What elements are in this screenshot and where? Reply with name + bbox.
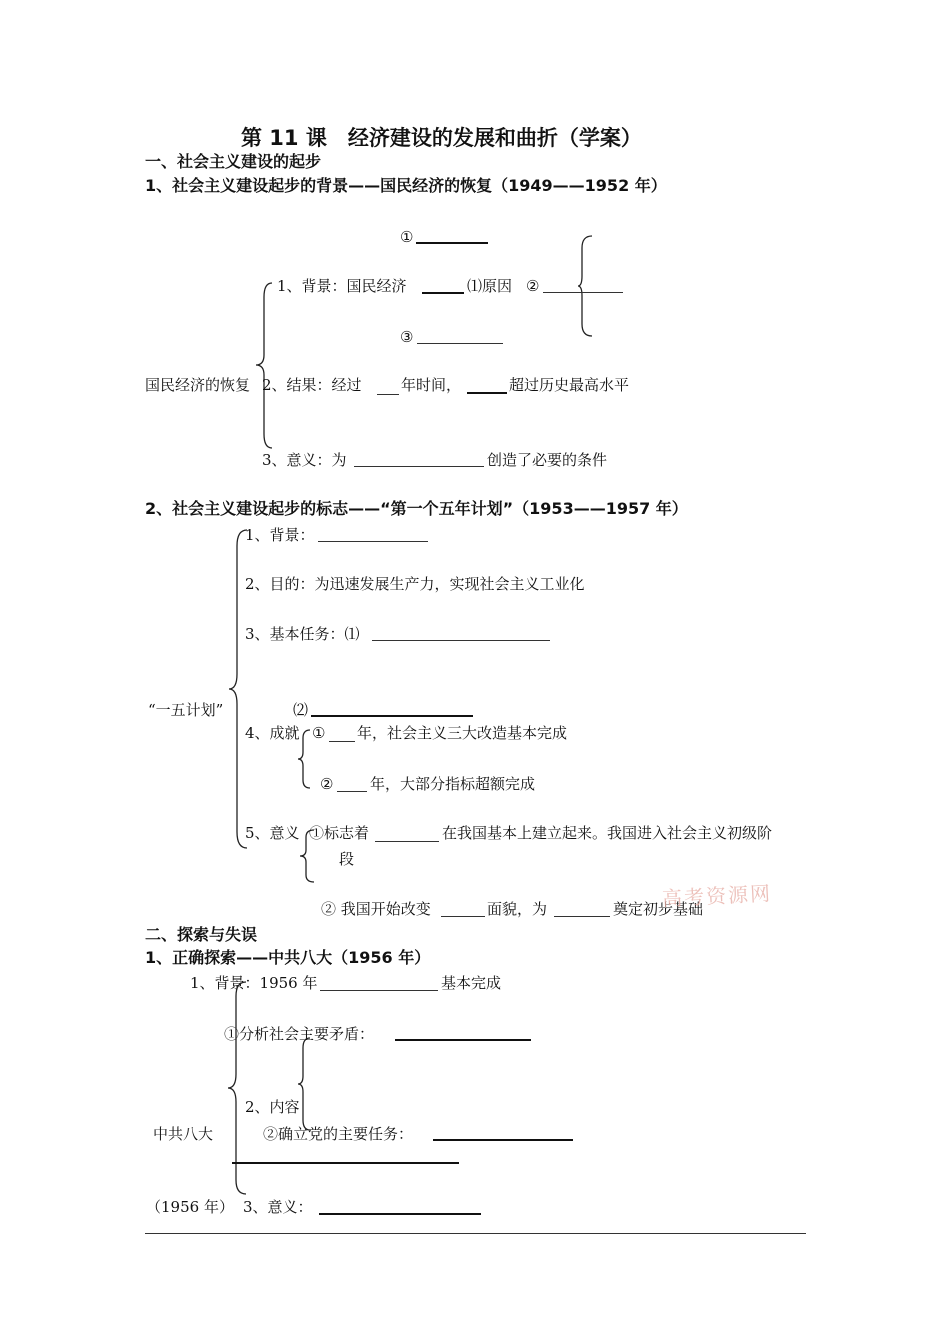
blank-sig-1 [375,841,439,842]
brace-reasons [578,236,594,336]
content-label: 2、内容 [245,1098,300,1116]
plan-purpose: 2、目的：为迅速发展生产力，实现社会主义工业化 [245,575,585,593]
blank-result-year [467,392,507,394]
blank-item-1 [416,242,488,244]
plan-significance-1-tail: 段 [339,850,355,868]
watermark-stamp: 高考资源网 [661,881,773,911]
plan-background-label: 1、背景： [245,526,315,544]
background-label: 1、背景：国民经济 [277,277,407,295]
item-3-marker: ③ [400,328,414,346]
subsection-heading-1-1: 1、社会主义建设起步的背景——国民经济的恢复（1949——1952 年） [145,176,667,195]
blank-significance [354,466,484,467]
congress-background-end: 基本完成 [441,974,502,992]
blank-plan-background [318,541,428,542]
section-heading-1: 一、社会主义建设的起步 [145,152,322,171]
blank-content-extra [232,1162,459,1164]
plan-root-label: “一五计划” [148,701,224,719]
result-middle: 年时间， [401,376,462,394]
blank-years [377,394,399,395]
significance-end: 创造了必要的条件 [487,451,608,469]
plan-achievement-label: 4、成就 [245,724,300,742]
brace-achievements [298,730,312,788]
achievement-1-marker: ① [312,724,326,742]
blank-task-2 [311,715,473,717]
congress-root-label: 中共八大 [153,1125,214,1143]
content-2-label: ②确立党的主要任务： [263,1125,414,1143]
plan-significance-1-text: 在我国基本上建立起来。我国进入社会主义初级阶 [442,824,773,842]
subsection-heading-2-1: 1、正确探索——中共八大（1956 年） [145,948,431,967]
achievement-2-text: 年，大部分指标超额完成 [370,775,536,793]
subsection-heading-1-2: 2、社会主义建设起步的标志——“第一个五年计划”（1953——1957 年） [145,499,688,518]
achievement-1-text: 年，社会主义三大改造基本完成 [357,724,568,742]
plan-significance-label: 5、意义 [245,824,300,842]
footer-divider [145,1233,806,1234]
content-1-label: ①分析社会主要矛盾： [224,1025,375,1043]
blank-content-1 [395,1039,531,1041]
blank-task-1 [372,640,550,641]
result-end: 超过历史最高水平 [509,376,630,394]
recovery-root-label: 国民经济的恢复 [145,376,251,394]
plan-significance-2-end: 奠定初步基础 [613,900,704,918]
brace-recovery [256,283,274,448]
plan-significance-2-start: ② 我国开始改变 [321,900,431,918]
plan-task-label: 3、基本任务：⑴ [245,625,360,643]
section-heading-2: 二、探索与失误 [145,925,258,944]
congress-background-label: 1、背景：1956 年 [190,974,318,992]
congress-significance-label: 3、意义： [243,1198,313,1216]
blank-achievement-2-year [337,791,367,792]
blank-congress-significance [319,1213,481,1215]
plan-significance-2-middle: 面貌，为 [487,900,548,918]
blank-content-2 [433,1139,573,1141]
blank-sig-2b [554,916,610,917]
item-1-marker: ① [400,228,414,246]
congress-year-label: （1956 年） [146,1198,234,1216]
achievement-2-marker: ② [320,775,334,793]
blank-sig-2a [441,916,485,917]
brace-content [298,1038,312,1130]
blank-economy-state [422,292,464,294]
page-title: 第 11 课 经济建设的发展和曲折（学案） [241,126,642,150]
blank-item-2 [543,292,623,293]
significance-label: 3、意义：为 [262,451,347,469]
result-label: 2、结果：经过 [262,376,362,394]
plan-significance-1-start: ①标志着 [309,824,370,842]
item-2-marker: ② [526,277,540,295]
plan-task-2-marker: ⑵ [293,701,309,719]
reason-label: ⑴原因 [467,277,513,295]
blank-achievement-1-year [329,741,355,742]
blank-item-3 [417,343,503,344]
blank-congress-background [320,990,438,991]
